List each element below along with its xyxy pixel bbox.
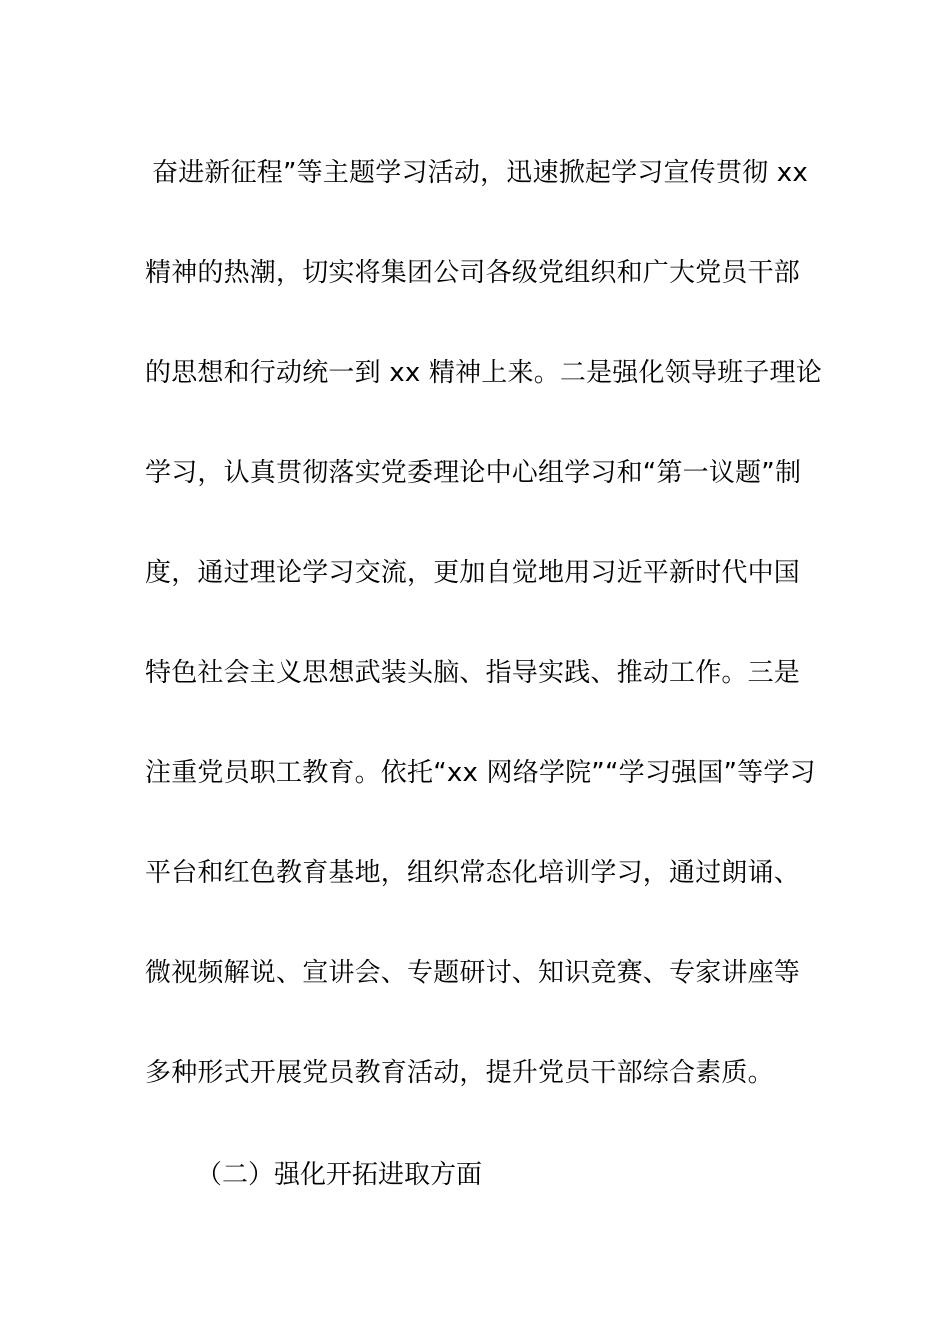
paragraph-line: 奋进新征程”等主题学习活动，迅速掀起学习宣传贯彻 xx	[152, 158, 808, 188]
section-heading: （二）强化开拓进取方面	[196, 1160, 483, 1190]
paragraph-line: 微视频解说、宣讲会、专题研讨、知识竞赛、专家讲座等	[145, 958, 801, 988]
paragraph-line: 特色社会主义思想武装头脑、指导实践、推动工作。三是	[145, 658, 801, 688]
paragraph-line: 学习，认真贯彻落实党委理论中心组学习和“第一议题”制	[145, 458, 802, 488]
paragraph-line: 多种形式开展党员教育活动，提升党员干部综合素质。	[145, 1058, 774, 1088]
paragraph-line: 精神的热潮，切实将集团公司各级党组织和广大党员干部	[145, 258, 801, 288]
paragraph-line: 平台和红色教育基地，组织常态化培训学习，通过朗诵、	[145, 858, 801, 888]
paragraph-line: 度，通过理论学习交流，更加自觉地用习近平新时代中国	[145, 558, 801, 588]
paragraph-line: 的思想和行动统一到 xx 精神上来。二是强化领导班子理论	[145, 358, 822, 388]
paragraph-line: 注重党员职工教育。依托“xx 网络学院”“学习强国”等学习	[145, 758, 816, 788]
